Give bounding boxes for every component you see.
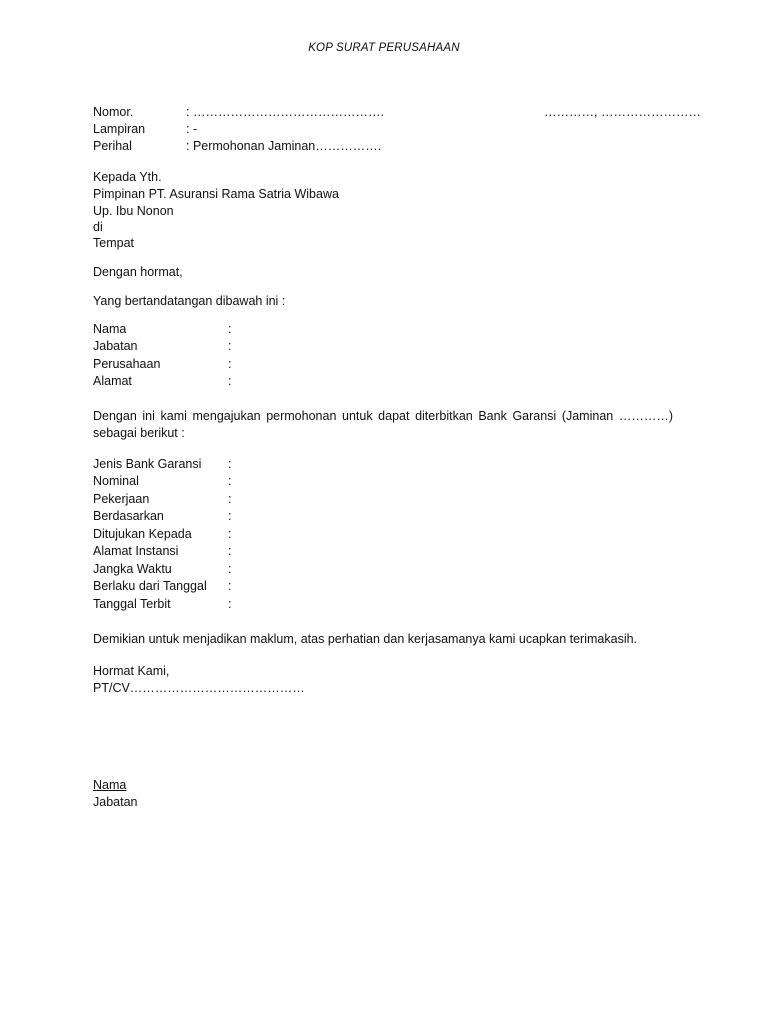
field-label-ditujukan-kepada: Ditujukan Kepada xyxy=(93,527,192,541)
field-label-nama: Nama xyxy=(93,322,127,336)
recipient-line-3: Up. Ibu Nonon xyxy=(93,204,174,218)
field-label-jangka-waktu: Jangka Waktu xyxy=(93,562,172,576)
field-colon: : xyxy=(228,357,232,371)
field-label-tanggal-terbit: Tanggal Terbit xyxy=(93,597,171,611)
salutation: Hormat Kami, xyxy=(93,664,170,678)
field-label-perusahaan: Perusahaan xyxy=(93,357,161,371)
request-paragraph-line-2: sebagai berikut : xyxy=(93,426,185,440)
request-paragraph-line-1: Dengan ini kami mengajukan permohonan untuk dapat diterbitkan Bank Garansi (Jaminan …………) xyxy=(93,409,673,423)
intro-text: Yang bertandatangan dibawah ini : xyxy=(93,294,286,308)
signer-name: Nama xyxy=(93,778,127,792)
field-colon: : xyxy=(228,544,232,558)
field-label-nominal: Nominal xyxy=(93,474,139,488)
field-label-alamat-instansi: Alamat Instansi xyxy=(93,544,179,558)
field-label-berlaku-dari-tanggal: Berlaku dari Tanggal xyxy=(93,579,207,593)
letterhead-title: KOP SURAT PERUSAHAAN xyxy=(308,42,460,54)
nomor-value: : ………………………………………. xyxy=(186,105,384,119)
place-date: …………, …………………… xyxy=(544,105,701,119)
field-colon: : xyxy=(228,562,232,576)
field-colon: : xyxy=(228,339,232,353)
company-name: PT/CV…………………………………… xyxy=(93,681,305,695)
field-label-jabatan: Jabatan xyxy=(93,339,138,353)
recipient-line-4: di xyxy=(93,220,103,234)
field-colon: : xyxy=(228,322,232,336)
closing-sentence: Demikian untuk menjadikan maklum, atas perhatian dan kerjasamanya kami ucapkan terimakasih. xyxy=(93,632,638,646)
recipient-line-2: Pimpinan PT. Asuransi Rama Satria Wibawa xyxy=(93,187,339,201)
field-colon: : xyxy=(228,579,232,593)
field-colon: : xyxy=(228,492,232,506)
field-colon: : xyxy=(228,597,232,611)
perihal-value: : Permohonan Jaminan……………. xyxy=(186,139,382,153)
field-colon: : xyxy=(228,474,232,488)
field-colon: : xyxy=(228,527,232,541)
lampiran-label: Lampiran xyxy=(93,122,146,136)
lampiran-value: : - xyxy=(186,122,198,136)
signer-position: Jabatan xyxy=(93,795,138,809)
field-label-berdasarkan: Berdasarkan xyxy=(93,509,164,523)
recipient-line-5: Tempat xyxy=(93,236,134,250)
nomor-label: Nomor. xyxy=(93,105,134,119)
field-colon: : xyxy=(228,457,232,471)
perihal-label: Perihal xyxy=(93,139,132,153)
field-label-jenis-bank-garansi: Jenis Bank Garansi xyxy=(93,457,202,471)
greeting: Dengan hormat, xyxy=(93,265,183,279)
field-colon: : xyxy=(228,509,232,523)
field-label-alamat: Alamat xyxy=(93,374,132,388)
field-colon: : xyxy=(228,374,232,388)
recipient-line-1: Kepada Yth. xyxy=(93,170,162,184)
field-label-pekerjaan: Pekerjaan xyxy=(93,492,150,506)
